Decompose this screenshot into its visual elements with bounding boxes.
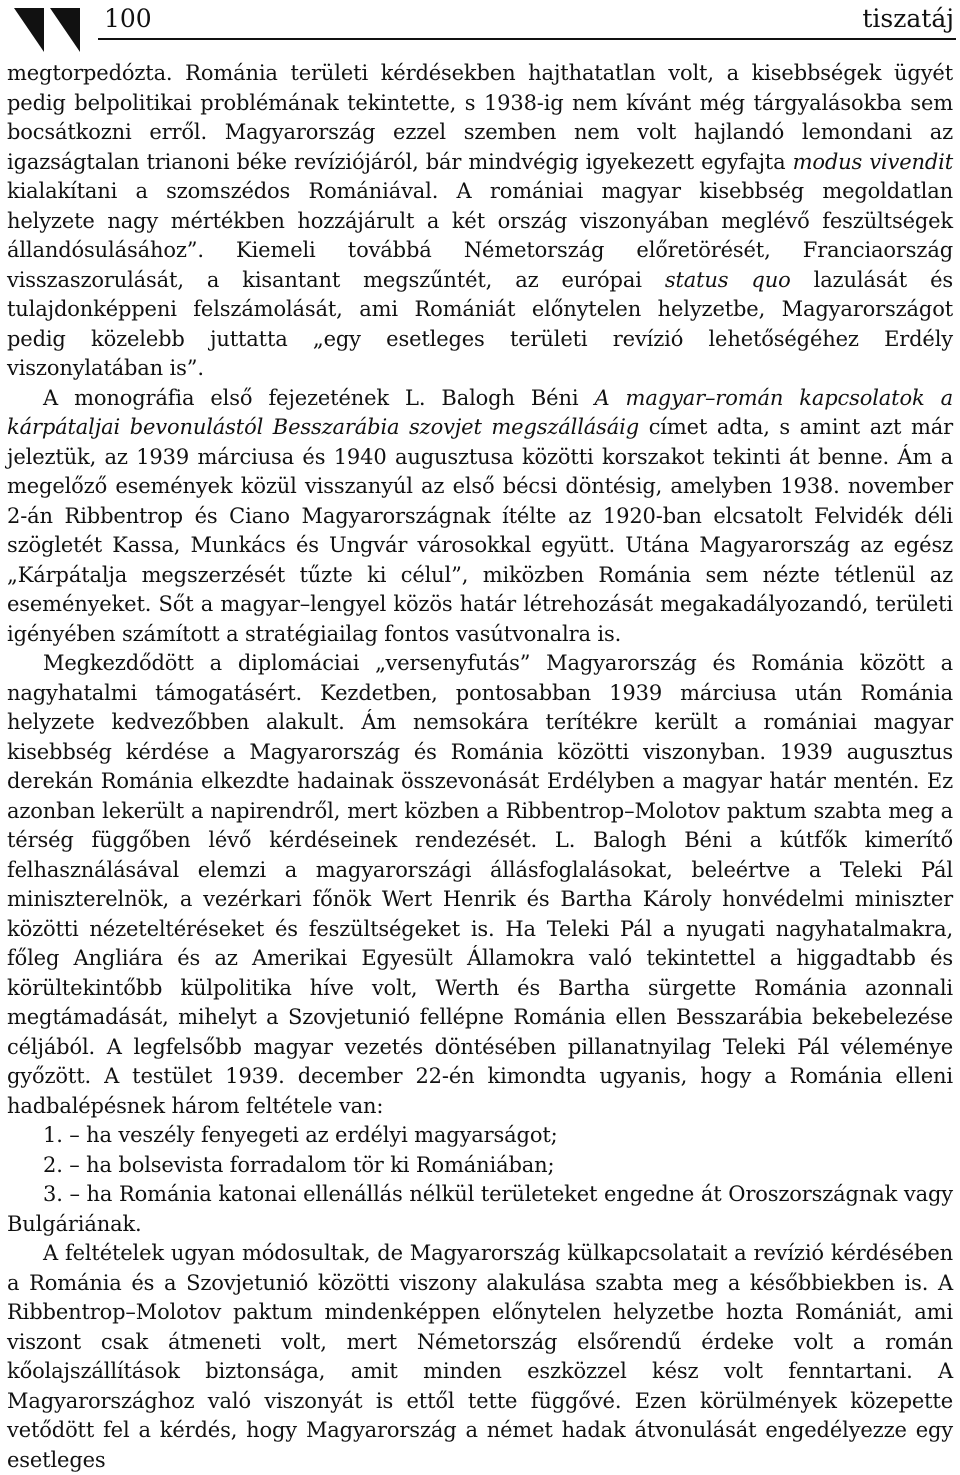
chapter-title: A magyar–román kapcsolatok a kárpátaljai bevonulástól Besszarábia szovjet megszállásáig [7, 385, 953, 439]
paragraph-2 [7, 384, 953, 650]
article-body [7, 59, 953, 1475]
journal-logo-icon [14, 8, 86, 52]
italic-term: status quo [664, 267, 791, 292]
list-item: 3. – ha Románia katonai ellenállás nélkül területeket engedne át Oroszországnak vagy Bulgáriának. [7, 1182, 953, 1236]
page-header [0, 0, 960, 52]
paragraph-1 [7, 59, 953, 384]
paragraph-text: A monográfia első fejezetének L. Balogh Béni [43, 385, 595, 410]
paragraph-text: megtorpedózta. Románia területi kérdésekben hajthatatlan volt, a kisebbségek ügyét pedig belpolitikai problémának tekintette, s 1938-ig nem kívánt még tárgyalásokba sem bocsátkozni erről. Magyarország ezzel szemben nem volt hajlandó lemondani az igazságtalan trianoni béke revíziójáról, bár mindvégig igyekezett egyfajta [7, 61, 953, 174]
header-rule [98, 38, 956, 40]
paragraph-text: kialakítani a szomszédos Romániával. A romániai magyar kisebbség megoldatlan helyzete nagy mértékben hozzájárult a két ország viszonyában meglévő feszültségek állandósulásához”. Kiemeli továbbá Németország előretörését, Franciaország visszaszorulását, a kisantant megszűntét, az európai [7, 179, 953, 292]
journal-name: tiszatáj [862, 4, 954, 33]
paragraph-text: lazulását és tulajdonképpeni felszámolását, ami Romániát előnytelen helyzetbe, Magyarországot pedig közelebb juttatta „egy esetleges területi revízió lehetőségéhez Erdély viszonylatában is”. [7, 267, 954, 380]
paragraph-text: Megkezdődött a diplomáciai „versenyfutás” Magyarország és Románia között a nagyhatalmi támogatásért. Kezdetben, pontosabban 1939 márciusa után Románia helyzete kedvezőbben alakult. Ám nemsokára terítékre került a romániai magyar kisebbség kérdése a Magyarország és Románia közötti viszonyban. 1939 augusztus derekán Románia elkezdte hadainak összevonását Erdélyben a magyar határ mentén. Ez azonban lekerült a napirendről, mert közben a Ribbentrop–Molotov paktum szabta meg a térség függőben lévő kérdéseinek rendezését. L. Balogh Béni a kútfők kimerítő felhasználásával elemzi a magyarországi állásfoglalásokat, beleértve a Teleki Pál miniszterelnök, a vezérkari főnök Wert Henrik és Bartha Károly honvédelmi miniszter közötti nézeteltéréseket és feszültségeket is. Ha Teleki Pál a nyugati nagyhatalmakra, főleg Angliára és az Amerikai Egyesült Államokra való tekintettel a higgadtabb és körültekintőbb külpolitika híve volt, Werth és Bartha sürgette Románia azonnali megtámadását, mihelyt a Szovjetunió fellépne Románia ellen Besszarábia bekebelezése céljából. A legfelsőbb magyar vezetés döntésében pillanatnyilag Teleki Pál véleménye győzött. A testület 1939. december 22-én kimondta ugyanis, hogy a Románia elleni hadbalépésnek három feltétele van: [7, 651, 953, 1118]
italic-term: modus vivendit [792, 149, 953, 174]
list-item: 1. – ha veszély fenyegeti az erdélyi magyarságot; [43, 1123, 558, 1147]
paragraph-final: A feltételek ugyan módosultak, de Magyarország külkapcsolatait a revízió kérdésében a Románia és a Szovjetunió közötti viszony alakulása szabta meg a későbbiekben is. A Ribbentrop–Molotov paktum mindenképpen előnytelen helyzetbe hozta Romániát, ami viszont csak átmeneti volt, mert Németország elsőrendű érdeke volt a román kőolajszállítások biztonsága, amit minden eszközzel kész volt fenntartani. A Magyarországhoz való viszonyát is ettől tette függővé. Ezen körülmények közepette vetődött fel a kérdés, hogy Magyarország a német hadak átvonulását engedélyezze egy esetleges [7, 1241, 953, 1472]
paragraph-text: címet adta, s amint azt már jeleztük, az 1939 márciusa és 1940 augusztusa közötti korszakot tekinti át benne. Ám a megelőző események közül visszanyúl az első bécsi döntésig, amelyben 1938. november 2-án Ribbentrop és Ciano Magyarországnak ítélte az 1920-ban elcsatolt Felvidék déli szögletét Kassa, Munkács és Ungvár városokkal együtt. Utána Magyarország az egész „Kárpátalja megszerzését tűzte ki célul”, miközben Románia sem nézte tétlenül az eseményeket. Sőt a magyar–lengyel közös határ létrehozását megakadályozandó, területi igényében számított a stratégiailag fontos vasútvonalra is. [7, 415, 953, 646]
paragraph-3 [7, 649, 953, 1121]
page-number: 100 [104, 4, 152, 33]
list-item: 2. – ha bolsevista forradalom tör ki Romániában; [43, 1152, 555, 1177]
